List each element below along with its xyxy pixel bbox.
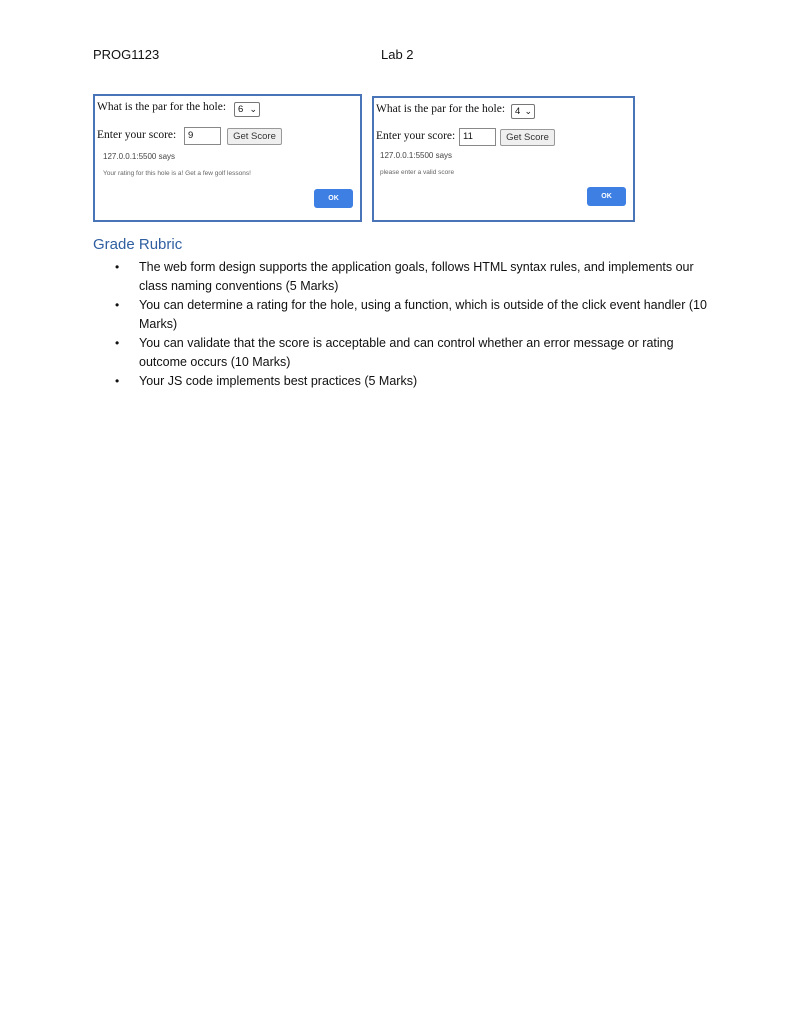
get-score-button[interactable]: Get Score (500, 129, 555, 146)
dialog-origin: 127.0.0.1:5500 says (103, 152, 176, 161)
score-input[interactable]: 11 (459, 128, 496, 146)
par-select[interactable] (234, 102, 260, 117)
bullet-icon: • (115, 298, 120, 312)
bullet-icon: • (115, 336, 120, 350)
ok-button[interactable]: OK (587, 187, 626, 206)
par-selected-value: 6 (238, 104, 244, 115)
par-selected-value: 4 (515, 106, 521, 117)
score-input[interactable]: 9 (184, 127, 221, 145)
example-screenshot-2 (372, 96, 635, 222)
bullet-icon: • (115, 260, 120, 274)
chevron-down-icon: ⌄ (524, 106, 532, 116)
example-screenshot-1 (93, 94, 362, 222)
bullet-icon: • (115, 374, 120, 388)
rubric-item (113, 296, 713, 334)
rubric-item (113, 372, 713, 391)
dialog-message: please enter a valid score (380, 169, 455, 176)
score-label: Enter your score: (376, 130, 456, 142)
rubric-item (113, 334, 713, 372)
rubric-item-text: The web form design supports the application goals, follows HTML syntax rules, and implements our class naming conventions (5 Marks) (139, 260, 694, 293)
get-score-button[interactable]: Get Score (227, 128, 282, 145)
rubric-heading: Grade Rubric (93, 236, 183, 253)
ok-button[interactable]: OK (314, 189, 353, 208)
dialog-message: Your rating for this hole is a! Get a few golf lessons! (103, 170, 251, 177)
course-code: PROG1123 (93, 47, 160, 62)
rubric-list (113, 258, 713, 391)
score-label: Enter your score: (97, 129, 177, 141)
par-question-label: What is the par for the hole: (376, 103, 506, 115)
dialog-origin: 127.0.0.1:5500 says (380, 151, 453, 160)
par-select[interactable] (511, 104, 535, 119)
rubric-item-text: You can determine a rating for the hole, using a function, which is outside of the click event handler (10 Marks) (139, 298, 707, 331)
rubric-item (113, 258, 713, 296)
chevron-down-icon: ⌄ (249, 104, 257, 114)
lab-title: Lab 2 (381, 47, 414, 62)
rubric-item-text: Your JS code implements best practices (5 Marks) (139, 374, 418, 388)
par-question-label: What is the par for the hole: (97, 101, 227, 113)
rubric-item-text: You can validate that the score is acceptable and can control whether an error message or rating outcome occurs (10 Marks) (139, 336, 674, 369)
